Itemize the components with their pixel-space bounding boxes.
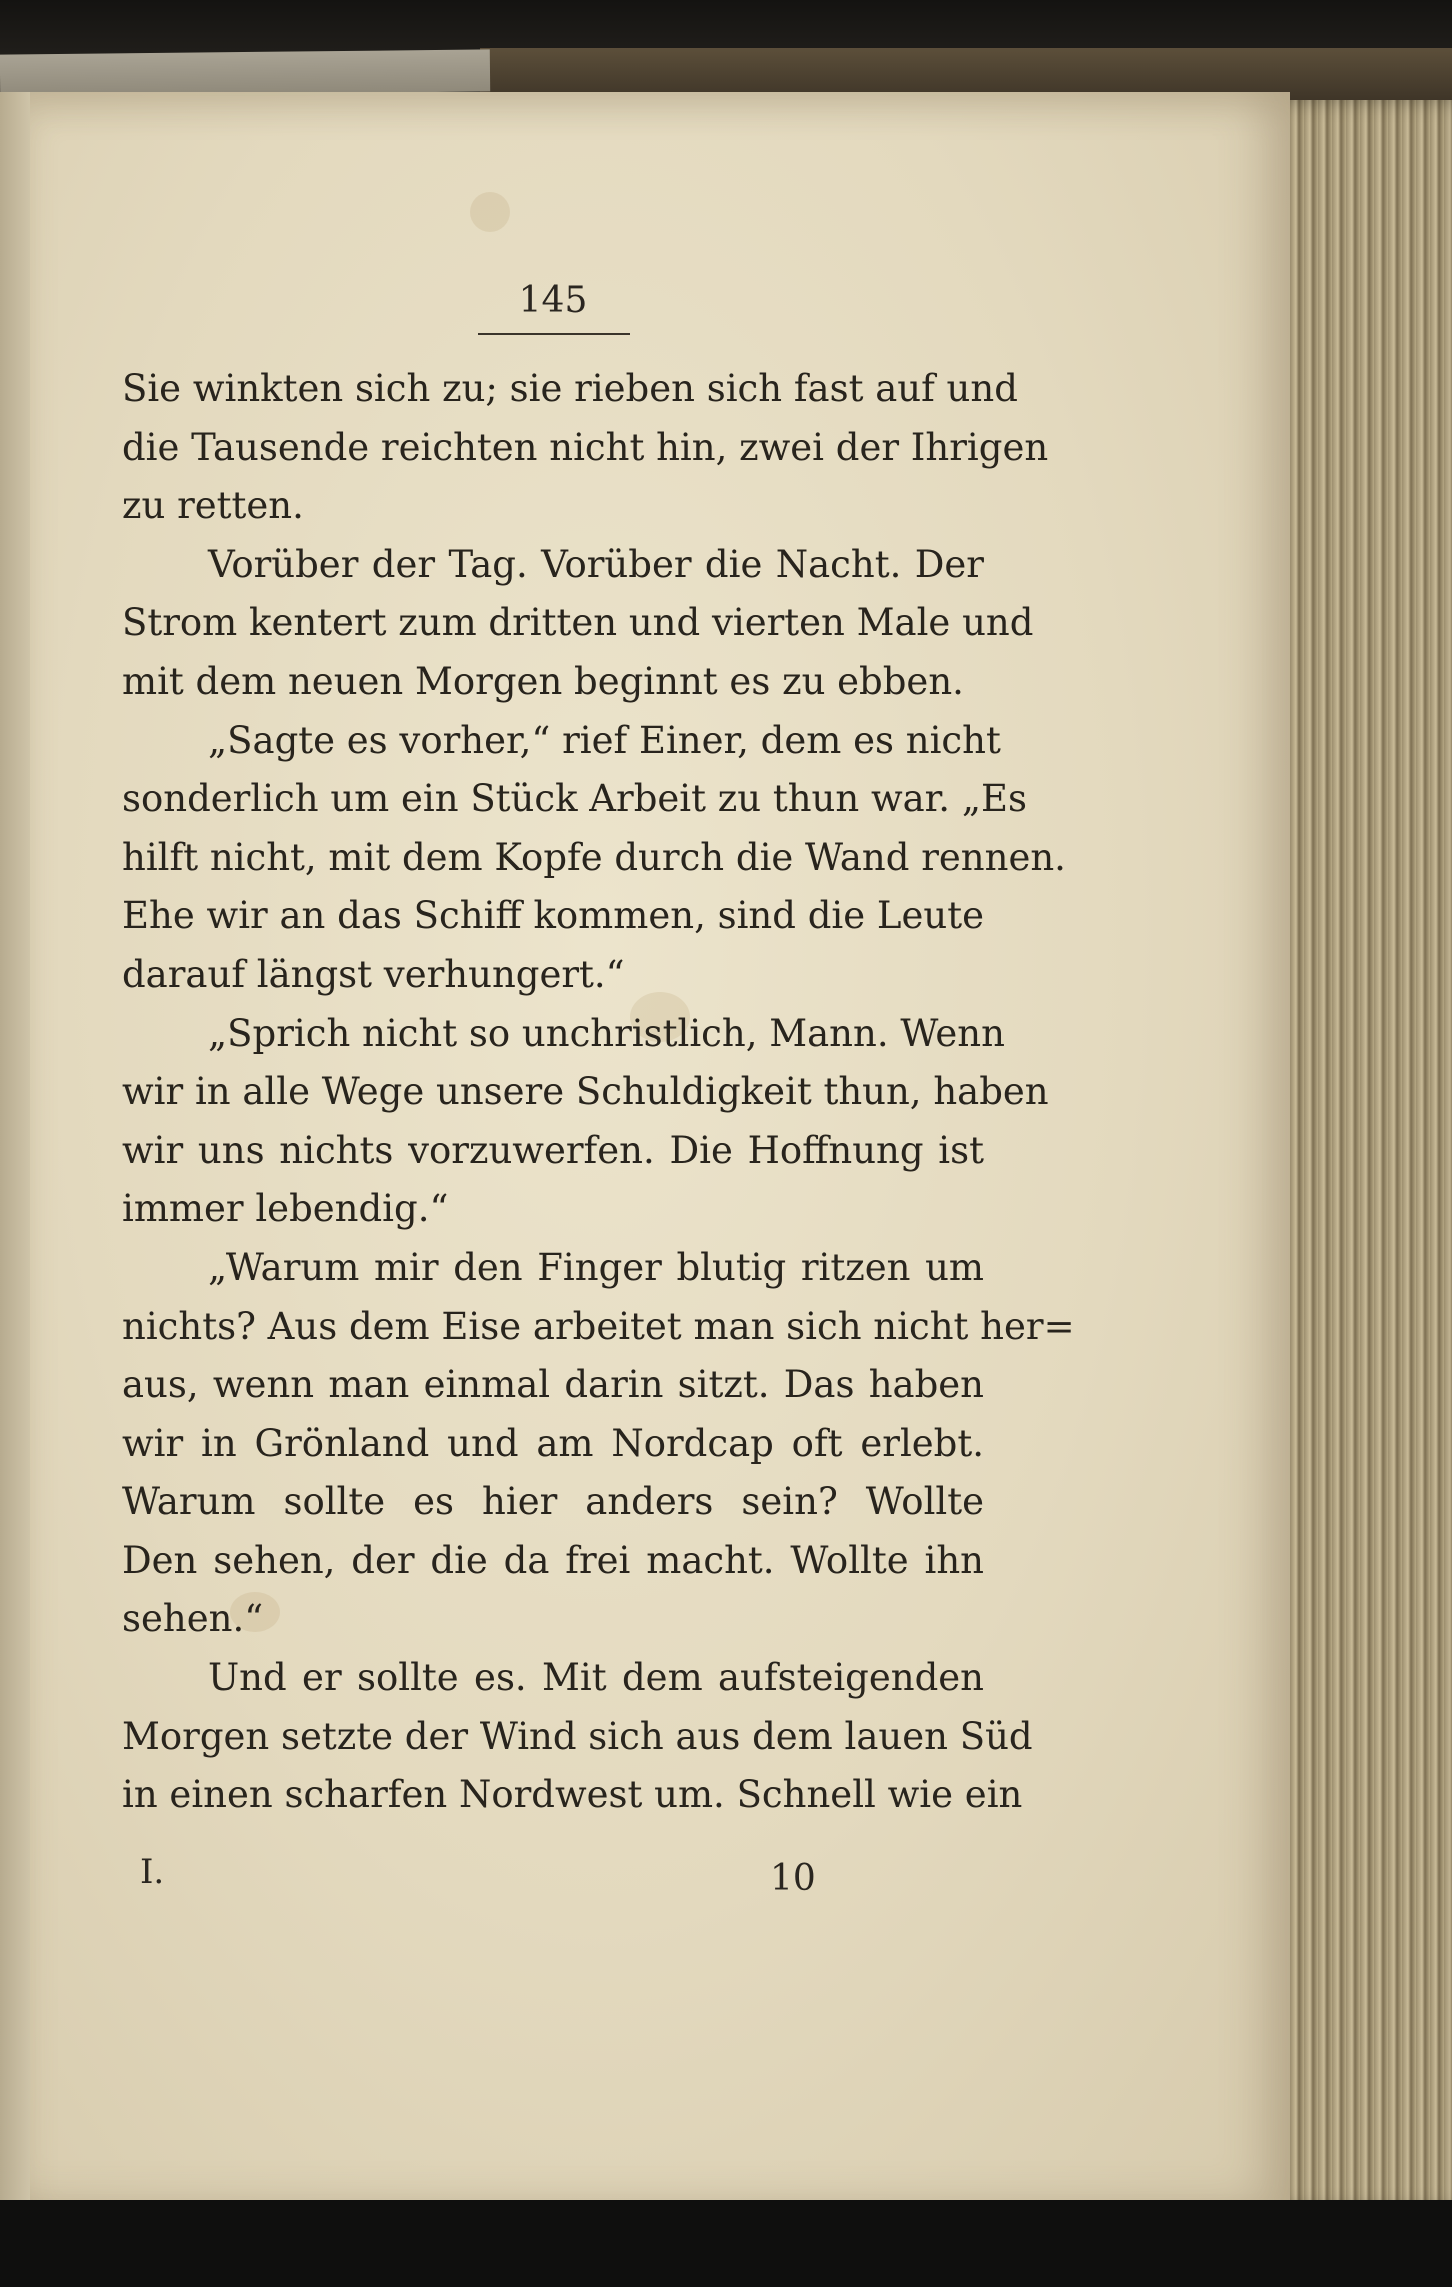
text-line: Warum sollte es hier anders sein? Wollte: [122, 1480, 984, 1524]
paragraph: [122, 1239, 1075, 1649]
text-line: Und er sollte es. Mit dem aufsteigenden: [208, 1656, 984, 1700]
text-line: zu retten.: [122, 484, 304, 528]
text-line: nichts? Aus dem Eise arbeitet man sich nicht her=: [122, 1304, 1075, 1348]
page-number: 145: [518, 280, 588, 321]
paper-stain: [470, 192, 510, 232]
signature-mark: I.: [140, 1852, 165, 1892]
text-line: sehen.“: [122, 1597, 264, 1641]
text-line: hilft nicht, mit dem Kopfe durch die Wand rennen.: [122, 835, 1066, 879]
body-text: [122, 360, 1075, 1825]
text-line: immer lebendig.“: [122, 1187, 449, 1231]
text-line: Den sehen, der die da frei macht. Wollte ihn: [122, 1538, 984, 1582]
text-line: „Warum mir den Finger blutig ritzen um: [208, 1245, 984, 1289]
text-line: Sie winkten sich zu; sie rieben sich fast auf und: [122, 367, 1018, 410]
text-line: Strom kentert zum dritten und vierten Male und: [122, 601, 1034, 645]
text-line: wir in Grönland und am Nordcap oft erlebt.: [122, 1421, 984, 1465]
text-line: Morgen setzte der Wind sich aus dem lauen Süd: [122, 1714, 1033, 1758]
text-line: Ehe wir an das Schiff kommen, sind die Leute: [122, 894, 984, 938]
paragraph: [122, 1005, 1049, 1239]
text-line: in einen scharfen Nordwest um. Schnell wie ein: [122, 1773, 1023, 1817]
background-bottom: [0, 2200, 1452, 2287]
text-line: „Sprich nicht so unchristlich, Mann. Wenn: [208, 1011, 1005, 1055]
text-line: aus, wenn man einmal darin sitzt. Das haben: [122, 1363, 984, 1407]
text-line: wir in alle Wege unsere Schuldigkeit thun, haben: [122, 1070, 1049, 1114]
text-line: wir uns nichts vorzuwerfen. Die Hoffnung ist: [122, 1128, 984, 1172]
text-line: sonderlich um ein Stück Arbeit zu thun war. „Es: [122, 777, 1027, 821]
text-line: „Sagte es vorher,“ rief Einer, dem es nicht: [208, 718, 1001, 762]
header-rule: [478, 333, 630, 335]
text-line: darauf längst verhungert.“: [122, 952, 625, 996]
text-line: die Tausende reichten nicht hin, zwei der Ihrigen: [122, 425, 1049, 469]
page-fore-edge: [1262, 100, 1452, 2210]
paragraph: [122, 536, 1034, 712]
paragraph: [122, 360, 1049, 536]
text-line: mit dem neuen Morgen beginnt es zu ebben.: [122, 659, 964, 703]
paragraph: [122, 712, 1066, 1005]
text-line: Vorüber der Tag. Vorüber die Nacht. Der: [208, 542, 984, 586]
binding-tape: [0, 49, 490, 96]
paragraph: [122, 1649, 1033, 1825]
signature-number: 10: [770, 1858, 816, 1899]
